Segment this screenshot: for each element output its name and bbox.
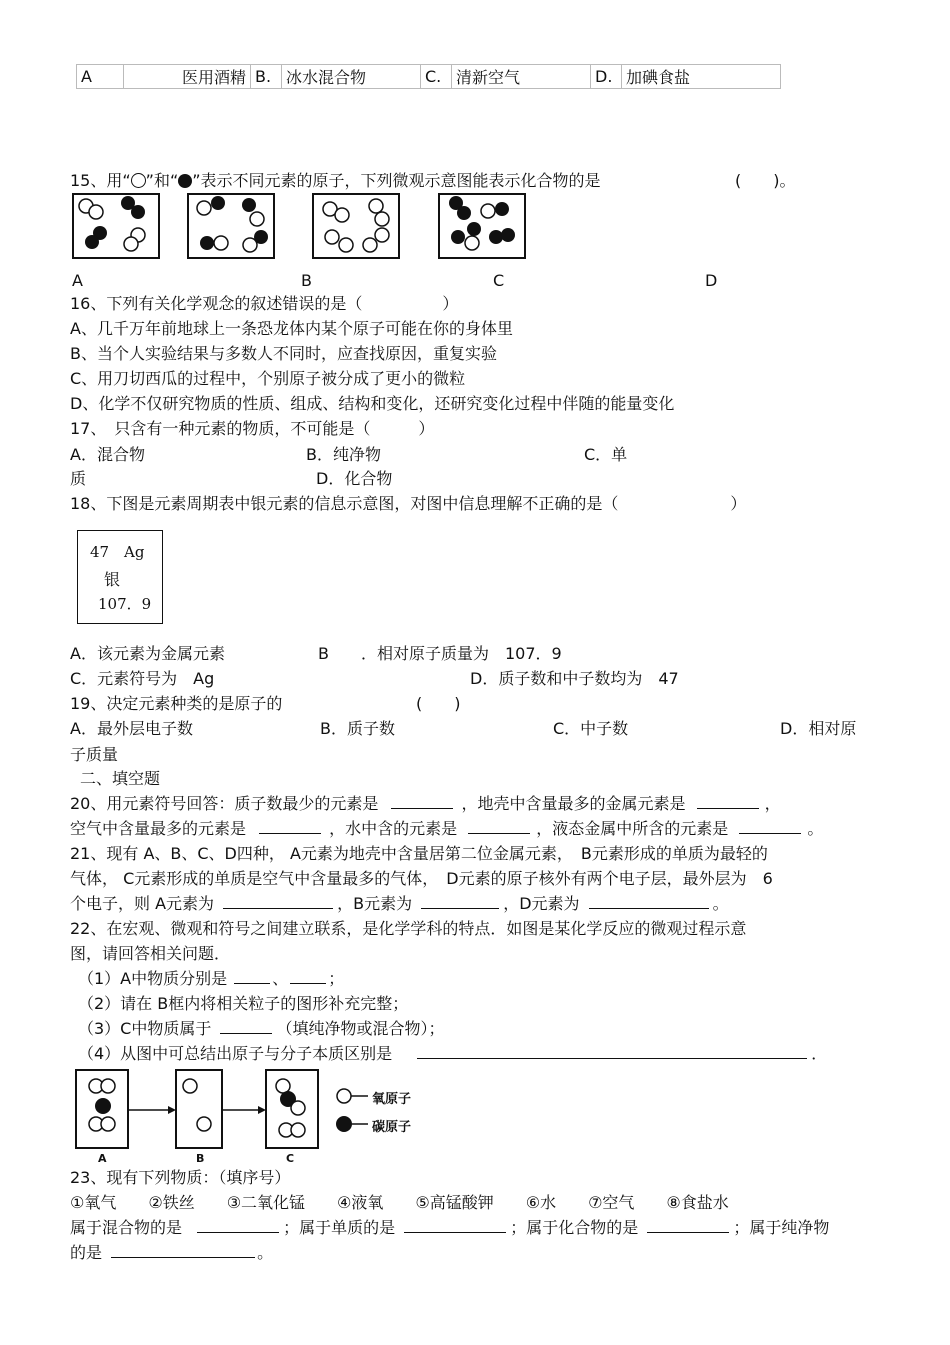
q22-blank-4[interactable] — [417, 1044, 807, 1059]
section-heading: 二、填空题 — [80, 769, 161, 788]
q16-stem: 16、下列有关化学观念的叙述错误的是（ ） — [70, 294, 459, 313]
q19-option-a: A．最外层电子数 — [70, 719, 193, 738]
q14-option-d-text: 加碘食盐 — [622, 65, 781, 89]
q22-part-2: （2）请在 B框内将相关粒子的图形补充完整； — [78, 994, 409, 1013]
q21-line-2: 气体， C元素形成的单质是空气中含量最多的气体， D元素的原子核外有两个电子层，最外层为 6 — [70, 869, 773, 888]
q14-option-c-text: 清新空气 — [452, 65, 591, 89]
q19-answer-paren: ( ) — [416, 694, 461, 713]
q19-stem: 19、决定元素种类的是原子的 — [70, 694, 283, 713]
q17-option-c: C．单 — [584, 445, 628, 464]
q17-option-a: A．混合物 — [70, 445, 145, 464]
q21-blank-b[interactable] — [421, 894, 499, 909]
q22-part-4: （4）从图中可总结出原子与分子本质区别是 ． — [78, 1044, 828, 1063]
q16-option-c: C、用刀切西瓜的过程中，个别原子被分成了更小的微粒 — [70, 369, 466, 388]
q20-blank-5[interactable] — [739, 819, 801, 834]
q15-label-c: C — [493, 271, 505, 290]
cell-symbol: Ag — [124, 543, 145, 561]
silver-element-cell — [77, 530, 163, 624]
q15-diagram-a — [72, 193, 160, 259]
q17-option-b: B．纯净物 — [306, 445, 381, 464]
q20-blank-1[interactable] — [391, 794, 453, 809]
q19-option-d: D．相对原 — [780, 719, 857, 738]
q23-blank-element[interactable] — [404, 1218, 506, 1233]
legend-oxygen-atom: 氧原子 — [372, 1092, 412, 1107]
q22-part-3: （3）C中物质属于 （填纯净物或混合物）； — [78, 1019, 445, 1038]
q18-stem: 18、下图是元素周期表中银元素的信息示意图，对图中信息理解不正确的是（ ） — [70, 494, 747, 513]
q19-option-d-cont: 子质量 — [70, 745, 119, 764]
q23-blank-pure[interactable] — [111, 1243, 255, 1258]
reaction-box-label-c: C — [286, 1152, 295, 1165]
q16-option-a: A、几千万年前地球上一条恐龙体内某个原子可能在你的身体里 — [70, 319, 513, 338]
q23-blank-compound[interactable] — [647, 1218, 729, 1233]
q20-line-1: 20、用元素符号回答：质子数最少的元素是 ，地壳中含量最多的金属元素是 ， — [70, 794, 781, 813]
q23-line-4: 的是 。 — [70, 1243, 274, 1262]
q23-line-3: 属于混合物的是 ；属于单质的是 ；属于化合物的是 ；属于纯净物 — [70, 1218, 830, 1237]
q15-diagram-c — [312, 193, 400, 259]
q23-items: ①氧气 ②铁丝 ③二氧化锰 ④液氧 ⑤高锰酸钾 ⑥水 ⑦空气 ⑧食盐水 — [70, 1193, 729, 1212]
q20-blank-3[interactable] — [259, 819, 321, 834]
q19-option-c: C．中子数 — [553, 719, 629, 738]
reaction-box-label-b: B — [196, 1152, 205, 1165]
q14-option-a-letter: A — [77, 65, 124, 89]
q21-blank-d[interactable] — [589, 894, 709, 909]
q15-stem: 15、用“ ”和“ ”表示不同元素的原子，下列微观示意图能表示化合物的是 — [70, 171, 601, 190]
q23-blank-mixture[interactable] — [197, 1218, 279, 1233]
q22-blank-3[interactable] — [220, 1019, 272, 1034]
cell-atomic-number: 47 — [90, 543, 110, 561]
q15-diagram-d — [438, 193, 526, 259]
q14-options-table — [76, 64, 781, 89]
q21-line-1: 21、现有 A、B、C、D四种， A元素为地壳中含量居第二位金属元素， B元素形成的单质为最轻的 — [70, 844, 768, 863]
open-circle-icon — [131, 173, 146, 188]
q21-blank-a[interactable] — [223, 894, 333, 909]
cell-atomic-mass: 107．9 — [98, 595, 152, 613]
q15-diagram-b — [187, 193, 275, 259]
q14-option-a-text: 医用酒精 — [124, 65, 251, 89]
q20-line-2: 空气中含量最多的元素是 ，水中含的元素是 ，液态金属中所含的元素是 。 — [70, 819, 824, 838]
q19-option-b: B．质子数 — [320, 719, 395, 738]
q18-option-c: C．元素符号为 Ag — [70, 669, 215, 688]
q15-label-a: A — [72, 271, 83, 290]
q14-option-d-letter: D. — [591, 65, 622, 89]
filled-circle-icon — [178, 174, 192, 188]
q22-blank-2[interactable] — [290, 969, 326, 984]
q22-line-1: 22、在宏观、微观和符号之间建立联系，是化学学科的特点．如图是某化学反应的微观过程示意 — [70, 919, 747, 938]
q20-blank-4[interactable] — [468, 819, 530, 834]
q18-option-d: D．质子数和中子数均为 47 — [470, 669, 679, 688]
q15-label-d: D — [705, 271, 718, 290]
q18-option-a: A．该元素为金属元素 — [70, 644, 225, 663]
cell-name: 银 — [104, 570, 121, 589]
q14-option-c-letter: C. — [421, 65, 452, 89]
q14-option-b-letter: B. — [251, 65, 282, 89]
q16-option-b: B、当个人实验结果与多数人不同时，应查找原因，重复实验 — [70, 344, 497, 363]
q22-blank-1[interactable] — [234, 969, 270, 984]
q22-part-1: （1）A中物质分别是 、 ； — [78, 969, 345, 988]
q16-option-d: D、化学不仅研究物质的性质、组成、结构和变化，还研究变化过程中伴随的能量变化 — [70, 394, 675, 413]
q14-option-b-text: 冰水混合物 — [282, 65, 421, 89]
q18-option-b: B ．相对原子质量为 107．9 — [318, 644, 562, 663]
legend-carbon-atom: 碳原子 — [372, 1120, 412, 1135]
reaction-box-label-a: A — [98, 1152, 107, 1165]
q17-option-d: D．化合物 — [316, 469, 393, 488]
q22-line-2: 图，请回答相关问题． — [70, 944, 231, 963]
q15-label-b: B — [301, 271, 312, 290]
q23-stem: 23、现有下列物质：（填序号） — [70, 1168, 291, 1187]
q21-line-3: 个电子，则 A元素为 ，B元素为 ，D元素为 。 — [70, 894, 729, 913]
q20-blank-2[interactable] — [697, 794, 759, 809]
q17-stem: 17、 只含有一种元素的物质，不可能是（ ） — [70, 419, 435, 438]
q17-option-c-cont: 质 — [70, 469, 87, 488]
q15-answer-paren: ( )。 — [735, 171, 796, 190]
